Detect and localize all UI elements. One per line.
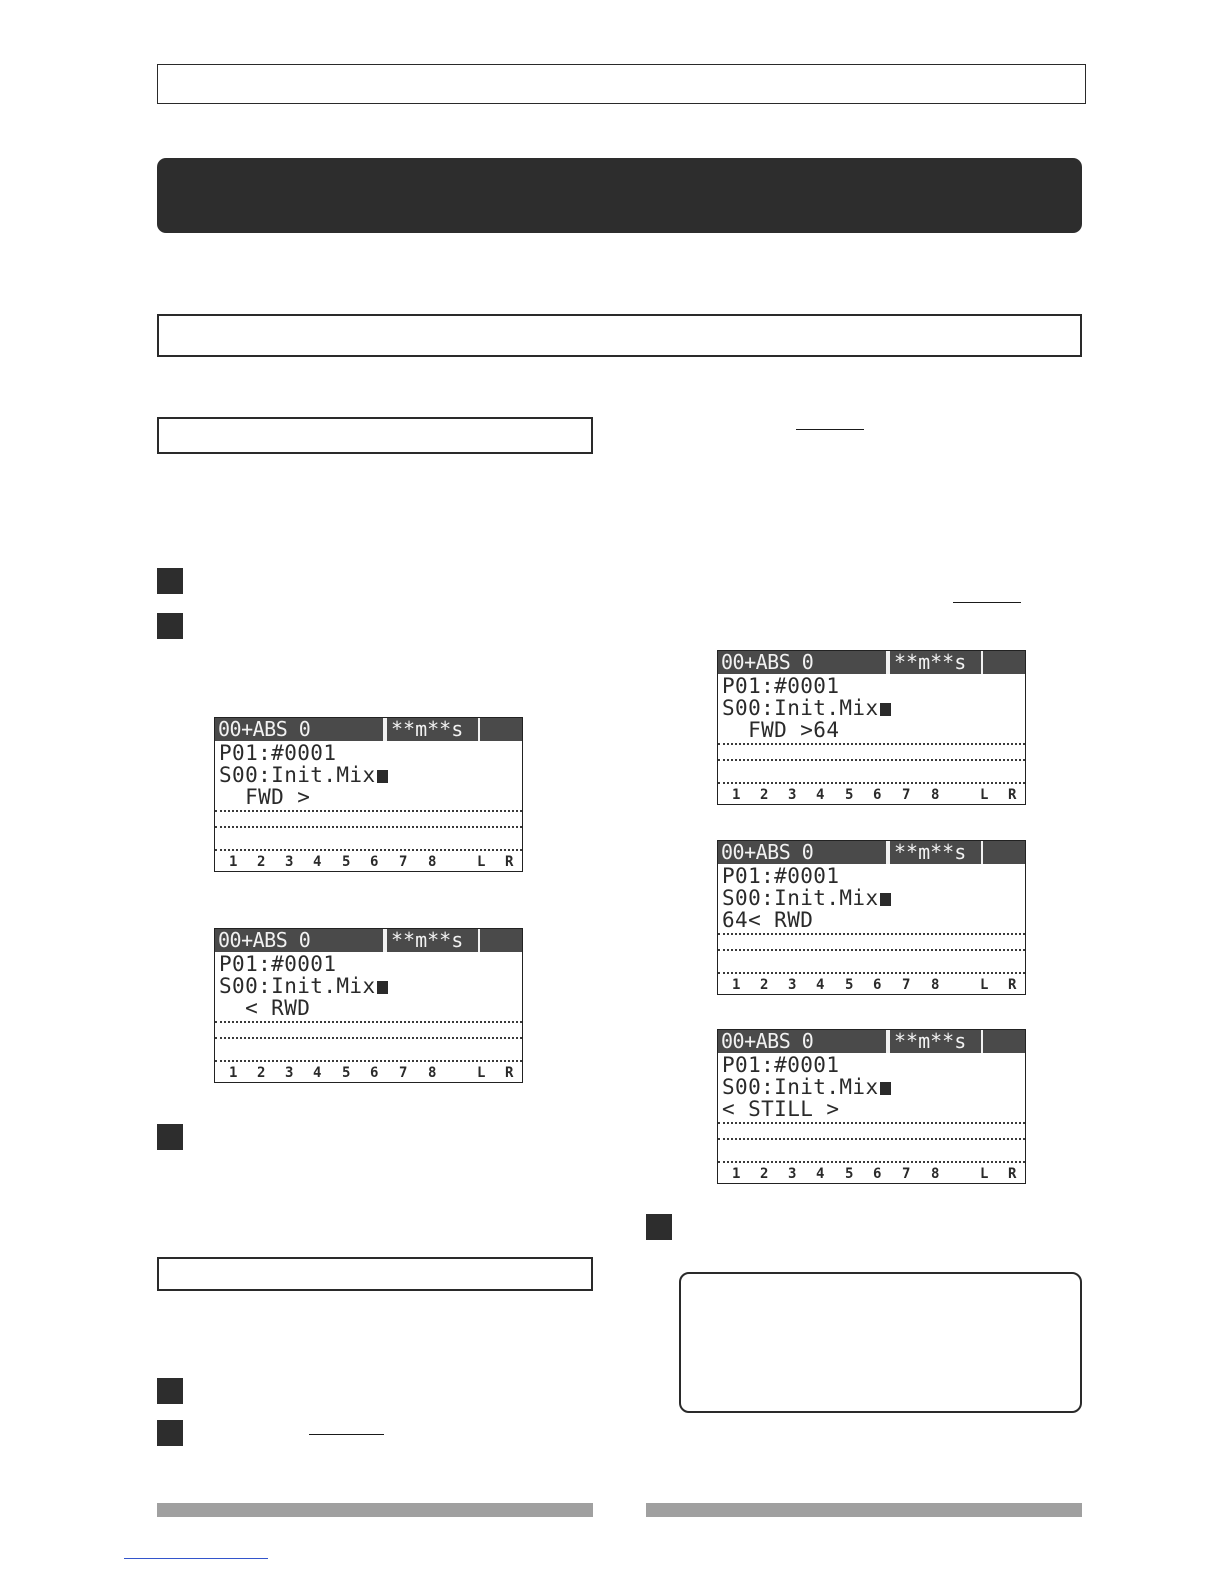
step-marker-1b — [157, 1378, 183, 1404]
lcd-dotted-rule — [718, 1138, 1025, 1140]
lcd-header-mode: **m**s — [892, 841, 983, 864]
lcd-channel-meter — [215, 1065, 522, 1082]
lcd-header — [215, 929, 522, 952]
meter-channel-label: L — [477, 1065, 486, 1081]
lcd-channel-meter — [718, 1166, 1025, 1183]
topic-heading-box-2 — [157, 1257, 593, 1291]
lcd-header — [215, 718, 522, 741]
edit-mark-icon — [880, 703, 891, 716]
lcd-header-mode: **m**s — [892, 651, 983, 674]
lcd-dotted-rule — [215, 1037, 522, 1039]
meter-channel-label: R — [1008, 787, 1017, 803]
meter-channel-label: L — [477, 854, 486, 870]
lcd-program-line: P01:#0001 — [722, 864, 840, 888]
lcd-header-divider — [886, 841, 890, 864]
meter-channel-label: L — [980, 1166, 989, 1182]
meter-channel-label: R — [1008, 1166, 1017, 1182]
lcd-header — [718, 1030, 1025, 1053]
edit-mark-icon — [377, 770, 388, 783]
footer-bar-left — [157, 1503, 593, 1517]
lcd-program-line: P01:#0001 — [722, 1053, 840, 1077]
edit-mark-icon — [880, 893, 891, 906]
meter-channel-label: 3 — [788, 1166, 797, 1182]
meter-channel-label: 3 — [788, 977, 797, 993]
meter-channel-label: 1 — [229, 1065, 238, 1081]
lcd-screen-fwd — [214, 717, 523, 872]
lcd-screen-still — [717, 1029, 1026, 1184]
lcd-status-line: FWD >64 — [722, 718, 840, 742]
lcd-scene-line — [722, 697, 891, 719]
lcd-screen-fwd-64 — [717, 650, 1026, 805]
lcd-status-line: < RWD — [219, 996, 311, 1020]
meter-channel-label: 7 — [902, 977, 911, 993]
step-marker-2b — [157, 1420, 183, 1446]
meter-channel-label: 6 — [370, 1065, 379, 1081]
lcd-dotted-rule — [718, 933, 1025, 935]
step-marker-1 — [157, 568, 183, 594]
key-underline — [309, 1434, 384, 1435]
lcd-channel-meter — [215, 854, 522, 871]
edit-mark-icon — [377, 981, 388, 994]
meter-channel-label: 2 — [760, 977, 769, 993]
topic-heading-box-1 — [157, 417, 593, 454]
lcd-status-line: FWD > — [219, 785, 311, 809]
meter-channel-label: 3 — [285, 854, 294, 870]
lcd-program-line: P01:#0001 — [722, 674, 840, 698]
lcd-screen-rwd-64 — [717, 840, 1026, 995]
meter-channel-label: 1 — [732, 977, 741, 993]
meter-channel-label: 6 — [873, 977, 882, 993]
lcd-scene-text: S00:Init.Mix — [722, 886, 879, 910]
lcd-dotted-rule — [718, 949, 1025, 951]
lcd-header-time: 00+ABS 0 — [218, 717, 311, 741]
step-marker-4 — [646, 1214, 672, 1240]
meter-channel-label: 5 — [342, 854, 351, 870]
lcd-scene-text: S00:Init.Mix — [722, 696, 879, 720]
meter-channel-label: 8 — [931, 1166, 940, 1182]
meter-channel-label: R — [505, 854, 514, 870]
lcd-header-divider — [383, 929, 387, 952]
meter-channel-label: 1 — [732, 1166, 741, 1182]
lcd-dotted-rule — [215, 1060, 522, 1062]
section-title-bar — [157, 158, 1082, 233]
meter-channel-label: 2 — [760, 1166, 769, 1182]
lcd-header-divider — [383, 718, 387, 741]
meter-channel-label: 8 — [428, 1065, 437, 1081]
lcd-header-time: 00+ABS 0 — [218, 928, 311, 952]
lcd-status-line: < STILL > — [722, 1097, 840, 1121]
lcd-header-mode: **m**s — [389, 718, 480, 741]
footer-bar-right — [646, 1503, 1082, 1517]
meter-channel-label: 5 — [342, 1065, 351, 1081]
link-underline[interactable] — [124, 1558, 268, 1559]
lcd-header-mode: **m**s — [389, 929, 480, 952]
meter-channel-label: 6 — [370, 854, 379, 870]
lcd-scene-text: S00:Init.Mix — [219, 763, 376, 787]
key-underline — [953, 602, 1021, 603]
meter-channel-label: 4 — [816, 787, 825, 803]
meter-channel-label: L — [980, 787, 989, 803]
meter-channel-label: 7 — [399, 854, 408, 870]
page-header-box — [157, 64, 1086, 104]
note-box — [679, 1272, 1082, 1413]
lcd-dotted-rule — [718, 1122, 1025, 1124]
meter-channel-label: 1 — [732, 787, 741, 803]
meter-channel-label: 3 — [788, 787, 797, 803]
lcd-dotted-rule — [215, 1021, 522, 1023]
meter-channel-label: 7 — [399, 1065, 408, 1081]
lcd-scene-text: S00:Init.Mix — [722, 1075, 879, 1099]
step-marker-2 — [157, 613, 183, 639]
meter-channel-label: 2 — [257, 854, 266, 870]
lcd-header-divider — [886, 1030, 890, 1053]
meter-channel-label: 8 — [931, 977, 940, 993]
meter-channel-label: 4 — [313, 854, 322, 870]
lcd-dotted-rule — [718, 972, 1025, 974]
lcd-dotted-rule — [718, 743, 1025, 745]
lcd-channel-meter — [718, 977, 1025, 994]
meter-channel-label: 7 — [902, 1166, 911, 1182]
lcd-header — [718, 651, 1025, 674]
meter-channel-label: R — [1008, 977, 1017, 993]
meter-channel-label: 4 — [816, 1166, 825, 1182]
meter-channel-label: 4 — [816, 977, 825, 993]
lcd-dotted-rule — [718, 1161, 1025, 1163]
key-underline — [796, 429, 864, 430]
meter-channel-label: 4 — [313, 1065, 322, 1081]
edit-mark-icon — [880, 1082, 891, 1095]
lcd-channel-meter — [718, 787, 1025, 804]
meter-channel-label: 5 — [845, 787, 854, 803]
meter-channel-label: 6 — [873, 787, 882, 803]
meter-channel-label: 2 — [760, 787, 769, 803]
lcd-scene-line — [219, 975, 388, 997]
lcd-header-divider — [886, 651, 890, 674]
lcd-dotted-rule — [215, 826, 522, 828]
lcd-header — [718, 841, 1025, 864]
meter-channel-label: 8 — [931, 787, 940, 803]
lcd-dotted-rule — [718, 782, 1025, 784]
lcd-program-line: P01:#0001 — [219, 741, 337, 765]
step-marker-3 — [157, 1124, 183, 1150]
meter-channel-label: 5 — [845, 1166, 854, 1182]
lcd-dotted-rule — [718, 759, 1025, 761]
lcd-header-time: 00+ABS 0 — [721, 840, 814, 864]
meter-channel-label: 1 — [229, 854, 238, 870]
lcd-scene-line — [722, 1076, 891, 1098]
meter-channel-label: 6 — [873, 1166, 882, 1182]
lcd-header-time: 00+ABS 0 — [721, 650, 814, 674]
meter-channel-label: 5 — [845, 977, 854, 993]
lcd-status-line: 64< RWD — [722, 908, 814, 932]
lcd-scene-line — [219, 764, 388, 786]
lcd-header-mode: **m**s — [892, 1030, 983, 1053]
subsection-heading-box — [157, 314, 1082, 357]
lcd-dotted-rule — [215, 849, 522, 851]
meter-channel-label: 8 — [428, 854, 437, 870]
lcd-scene-line — [722, 887, 891, 909]
lcd-scene-text: S00:Init.Mix — [219, 974, 376, 998]
meter-channel-label: L — [980, 977, 989, 993]
lcd-dotted-rule — [215, 810, 522, 812]
lcd-header-time: 00+ABS 0 — [721, 1029, 814, 1053]
lcd-program-line: P01:#0001 — [219, 952, 337, 976]
meter-channel-label: 3 — [285, 1065, 294, 1081]
lcd-screen-rwd — [214, 928, 523, 1083]
meter-channel-label: R — [505, 1065, 514, 1081]
meter-channel-label: 7 — [902, 787, 911, 803]
meter-channel-label: 2 — [257, 1065, 266, 1081]
